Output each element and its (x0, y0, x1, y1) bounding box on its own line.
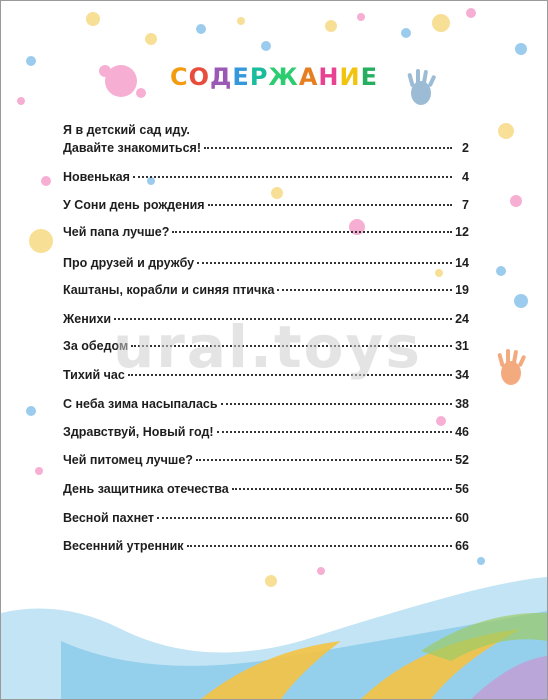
toc-page-number: 60 (455, 511, 469, 525)
toc-page-number: 34 (455, 368, 469, 382)
toc-entry[interactable] (63, 509, 469, 527)
page-title (1, 63, 547, 91)
watermark: ural.toys (113, 313, 422, 381)
title-letter: Е (232, 63, 250, 91)
toc-page-number: 7 (462, 198, 469, 212)
title-letter: Н (318, 63, 340, 91)
toc-page-number: 38 (455, 397, 469, 411)
toc-entry-title: Про друзей и дружбу (63, 256, 195, 270)
toc-entry-title: За обедом (63, 339, 129, 353)
toc-page-number: 24 (455, 312, 469, 326)
title-letter: С (170, 63, 189, 91)
dot-leader (204, 147, 452, 149)
toc-entry-title-line: Я в детский сад иду. (63, 123, 190, 137)
dot-leader (277, 289, 452, 291)
title-letter: Ж (268, 63, 299, 91)
toc-entry-title: Чей папа лучше? (63, 225, 170, 239)
title-letter: Р (249, 63, 269, 91)
dot-leader (172, 231, 452, 233)
toc-entry[interactable] (63, 121, 469, 157)
toc-entry-title: Женихи (63, 312, 112, 326)
toc-entry-title: Весенний утренник (63, 539, 184, 553)
title-letter: А (298, 63, 319, 91)
title-letter: Д (210, 63, 233, 91)
toc-entry-title: Здравствуй, Новый год! (63, 425, 214, 439)
dot-leader (197, 262, 452, 264)
toc-page-number: 2 (462, 141, 469, 155)
toc-page-number: 56 (455, 482, 469, 496)
toc-page-number: 52 (455, 453, 469, 467)
toc-entry[interactable] (63, 168, 469, 186)
toc-entry-title: Каштаны, корабли и синяя птичка (63, 283, 275, 297)
toc-page-number: 12 (455, 225, 469, 239)
toc-entry[interactable] (63, 395, 469, 413)
dot-leader (232, 488, 452, 490)
toc-entry[interactable] (63, 281, 469, 299)
toc-entry[interactable] (63, 537, 469, 555)
toc-page-number: 19 (455, 283, 469, 297)
dot-leader (187, 545, 452, 547)
toc-entry-title: С неба зима насыпалась (63, 397, 218, 411)
toc-entry-title: Чей питомец лучше? (63, 453, 193, 467)
toc-page-number: 4 (462, 170, 469, 184)
toc-page-number: 46 (455, 425, 469, 439)
toc-entry[interactable] (63, 196, 469, 214)
toc-entry-title: Новенькая (63, 170, 130, 184)
toc-entry[interactable] (63, 480, 469, 498)
dot-leader (133, 176, 452, 178)
title-letter: Е (360, 63, 378, 91)
toc-entry-title: Давайте знакомиться! (63, 141, 201, 155)
toc-page-number: 66 (455, 539, 469, 553)
toc-entry[interactable] (63, 223, 469, 241)
toc-entry[interactable] (63, 423, 469, 441)
toc-entry[interactable] (63, 254, 469, 272)
toc-entry[interactable] (63, 451, 469, 469)
toc-page-number: 14 (455, 256, 469, 270)
toc-page-number: 31 (455, 339, 469, 353)
dot-leader (208, 204, 452, 206)
toc-entry-title: У Сони день рождения (63, 198, 205, 212)
toc-entry-title: Весной пахнет (63, 511, 155, 525)
dot-leader (157, 517, 452, 519)
title-letter: И (339, 63, 361, 91)
title-letter: О (188, 63, 211, 91)
dot-leader (196, 459, 452, 461)
dot-leader (217, 431, 452, 433)
dot-leader (221, 403, 452, 405)
toc-entry-title: День защитника отечества (63, 482, 229, 496)
toc-entry-title: Тихий час (63, 368, 125, 382)
